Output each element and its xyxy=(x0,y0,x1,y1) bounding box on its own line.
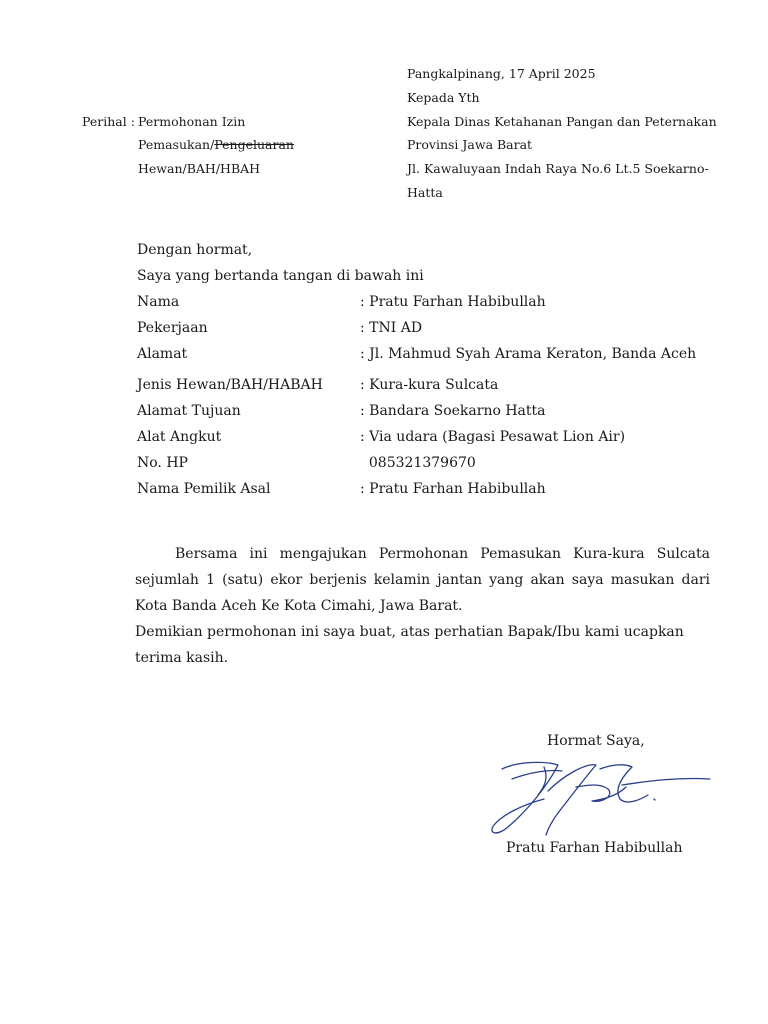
signer-name: Pratu Farhan Habibullah xyxy=(506,840,683,856)
field-label-alat-angkut: Alat Angkut xyxy=(137,429,222,445)
field-value-alat-angkut: : Via udara (Bagasi Pesawat Lion Air) xyxy=(360,429,626,445)
greeting: Dengan hormat, xyxy=(137,242,253,258)
perihal-line-2-prefix: Pemasukan/ xyxy=(138,137,215,152)
perihal-struck-word: Pengeluaran xyxy=(214,137,294,152)
field-value-pekerjaan: : TNI AD xyxy=(360,320,423,336)
recipient-line-4: Hatta xyxy=(407,185,443,200)
field-label-alamat-tujuan: Alamat Tujuan xyxy=(137,403,241,419)
field-label-no-hp: No. HP xyxy=(137,455,188,471)
field-value-alamat-tujuan: : Bandara Soekarno Hatta xyxy=(360,403,546,419)
field-label-alamat: Alamat xyxy=(137,346,188,362)
signature-icon xyxy=(488,755,714,841)
field-value-pemilik-asal: : Pratu Farhan Habibullah xyxy=(360,481,546,497)
perihal-label: Perihal : xyxy=(82,114,135,129)
field-label-pekerjaan: Pekerjaan xyxy=(137,320,208,336)
field-label-jenis-hewan: Jenis Hewan/BAH/HABAH xyxy=(137,377,323,393)
field-value-nama: : Pratu Farhan Habibullah xyxy=(360,294,546,310)
perihal-line-2 xyxy=(138,137,294,152)
recipient-line-3: Jl. Kawaluyaan Indah Raya No.6 Lt.5 Soekarno- xyxy=(407,161,709,176)
field-label-nama: Nama xyxy=(137,294,180,310)
perihal-line-3: Hewan/BAH/HBAH xyxy=(138,161,261,176)
perihal-line-1: Permohonan Izin xyxy=(138,114,246,129)
kepada-yth: Kepada Yth xyxy=(407,90,480,105)
body-paragraph-2: Demikian permohonan ini saya buat, atas perhatian Bapak/Ibu kami ucapkan terima kasih. xyxy=(135,624,684,666)
recipient-line-1: Kepala Dinas Ketahanan Pangan dan Peternakan xyxy=(407,114,717,129)
field-label-pemilik-asal: Nama Pemilik Asal xyxy=(137,481,271,497)
place-date: Pangkalpinang, 17 April 2025 xyxy=(407,66,596,81)
intro-line: Saya yang bertanda tangan di bawah ini xyxy=(137,268,424,284)
field-value-alamat: : Jl. Mahmud Syah Arama Keraton, Banda Aceh xyxy=(360,346,697,362)
body-paragraph-1: Bersama ini mengajukan Permohonan Pemasukan Kura-kura Sulcata sejumlah 1 (satu) ekor berjenis kelamin jantan yang akan saya masukan dari Kota Banda Aceh Ke Kota Cimahi, Jawa Barat. xyxy=(135,546,710,614)
recipient-line-2: Provinsi Jawa Barat xyxy=(407,137,533,152)
field-value-jenis-hewan: : Kura-kura Sulcata xyxy=(360,377,499,393)
field-value-no-hp: 085321379670 xyxy=(360,455,476,471)
closing-salutation: Hormat Saya, xyxy=(547,733,645,749)
